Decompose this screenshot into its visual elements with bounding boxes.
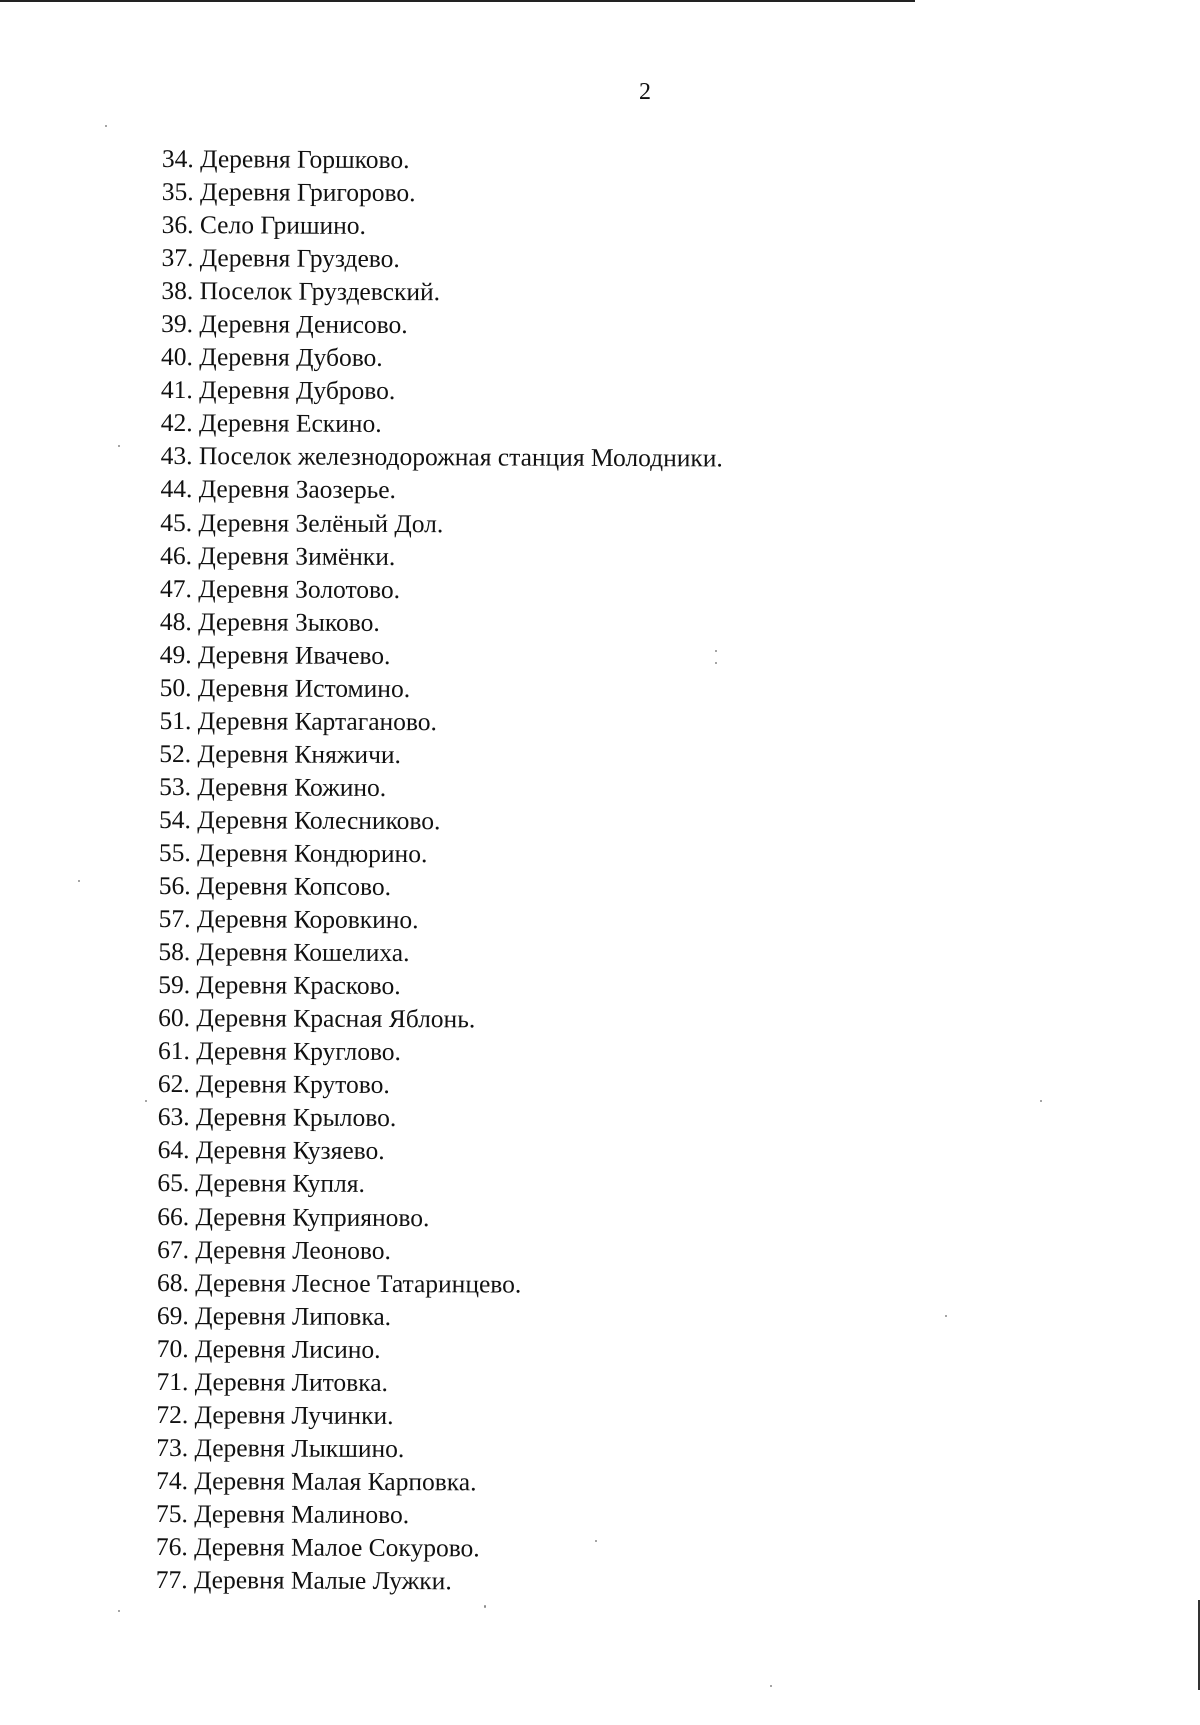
list-item: 73. Деревня Лыкшино. <box>156 1432 405 1463</box>
list-item: 48. Деревня Зыково. <box>159 606 380 637</box>
page-number: 2 <box>639 79 651 105</box>
list-item: 56. Деревня Копсово. <box>158 871 392 902</box>
list-item: 43. Поселок железнодорожная станция Молодники. <box>160 441 723 473</box>
list-item: 40. Деревня Дубово. <box>160 342 383 373</box>
list-item: 57. Деревня Коровкино. <box>158 904 419 935</box>
list-item: 36. Село Гришино. <box>161 210 367 240</box>
list-item: 62. Деревня Крутово. <box>157 1069 390 1100</box>
list-item: 64. Деревня Кузяево. <box>157 1135 385 1166</box>
list-item: 67. Деревня Леоново. <box>157 1234 391 1265</box>
list-item: 55. Деревня Кондюрино. <box>158 837 428 869</box>
list-item: 60. Деревня Красная Яблонь. <box>158 1003 476 1034</box>
scan-speck <box>1040 1100 1042 1102</box>
list-item: 77. Деревня Малые Лужки. <box>155 1565 452 1596</box>
list-item: 58. Деревня Кошелиха. <box>158 937 410 968</box>
list-item: 70. Деревня Лисино. <box>156 1333 381 1364</box>
top-border-line <box>0 0 915 2</box>
scan-speck <box>595 1540 597 1542</box>
list-item: 59. Деревня Красково. <box>158 970 401 1001</box>
list-item: 72. Деревня Лучинки. <box>156 1399 394 1430</box>
list-item: 44. Деревня Заозерье. <box>160 474 397 505</box>
list-item: 49. Деревня Ивачево. <box>159 639 391 670</box>
scan-speck <box>145 1100 147 1102</box>
scan-speck <box>484 1605 486 1608</box>
list-item: 37. Деревня Груздево. <box>161 243 400 274</box>
list-item: 71. Деревня Литовка. <box>156 1366 389 1397</box>
list-item: 68. Деревня Лесное Татаринцево. <box>156 1267 522 1299</box>
scan-speck <box>105 125 107 127</box>
list-item: 61. Деревня Круглово. <box>157 1036 402 1067</box>
list-item: 66. Деревня Куприяново. <box>157 1201 430 1232</box>
scan-speck <box>945 1315 947 1317</box>
list-item: 51. Деревня Картаганово. <box>159 705 438 737</box>
list-item: 46. Деревня Зимёнки. <box>160 540 396 571</box>
list-item: 47. Деревня Золотово. <box>159 573 401 604</box>
settlement-list <box>156 142 725 1599</box>
list-item: 52. Деревня Княжичи. <box>159 738 402 769</box>
scan-speck <box>715 662 717 664</box>
list-item: 76. Деревня Малое Сокурово. <box>155 1531 480 1563</box>
list-item: 74. Деревня Малая Карповка. <box>156 1465 477 1497</box>
list-item: 75. Деревня Малиново. <box>155 1498 410 1530</box>
scan-speck <box>78 880 80 882</box>
list-item: 41. Деревня Дуброво. <box>160 375 396 406</box>
list-item: 54. Деревня Колесниково. <box>158 804 441 836</box>
scan-speck <box>118 1610 120 1612</box>
scan-speck <box>770 1685 772 1687</box>
list-item: 45. Деревня Зелёный Дол. <box>160 507 444 538</box>
list-item: 39. Деревня Денисово. <box>161 309 408 340</box>
list-item: 42. Деревня Ескино. <box>160 408 382 439</box>
list-item: 34. Деревня Горшково. <box>161 143 410 175</box>
list-item: 65. Деревня Купля. <box>157 1168 365 1199</box>
list-item: 38. Поселок Груздевский. <box>161 276 441 307</box>
scan-speck <box>118 445 120 447</box>
list-item: 50. Деревня Истомино. <box>159 672 411 703</box>
list-item: 69. Деревня Липовка. <box>156 1300 392 1331</box>
list-item: 35. Деревня Григорово. <box>161 177 416 208</box>
scan-speck <box>715 650 717 652</box>
list-item: 63. Деревня Крылово. <box>157 1102 397 1133</box>
list-item: 53. Деревня Кожино. <box>159 771 387 802</box>
